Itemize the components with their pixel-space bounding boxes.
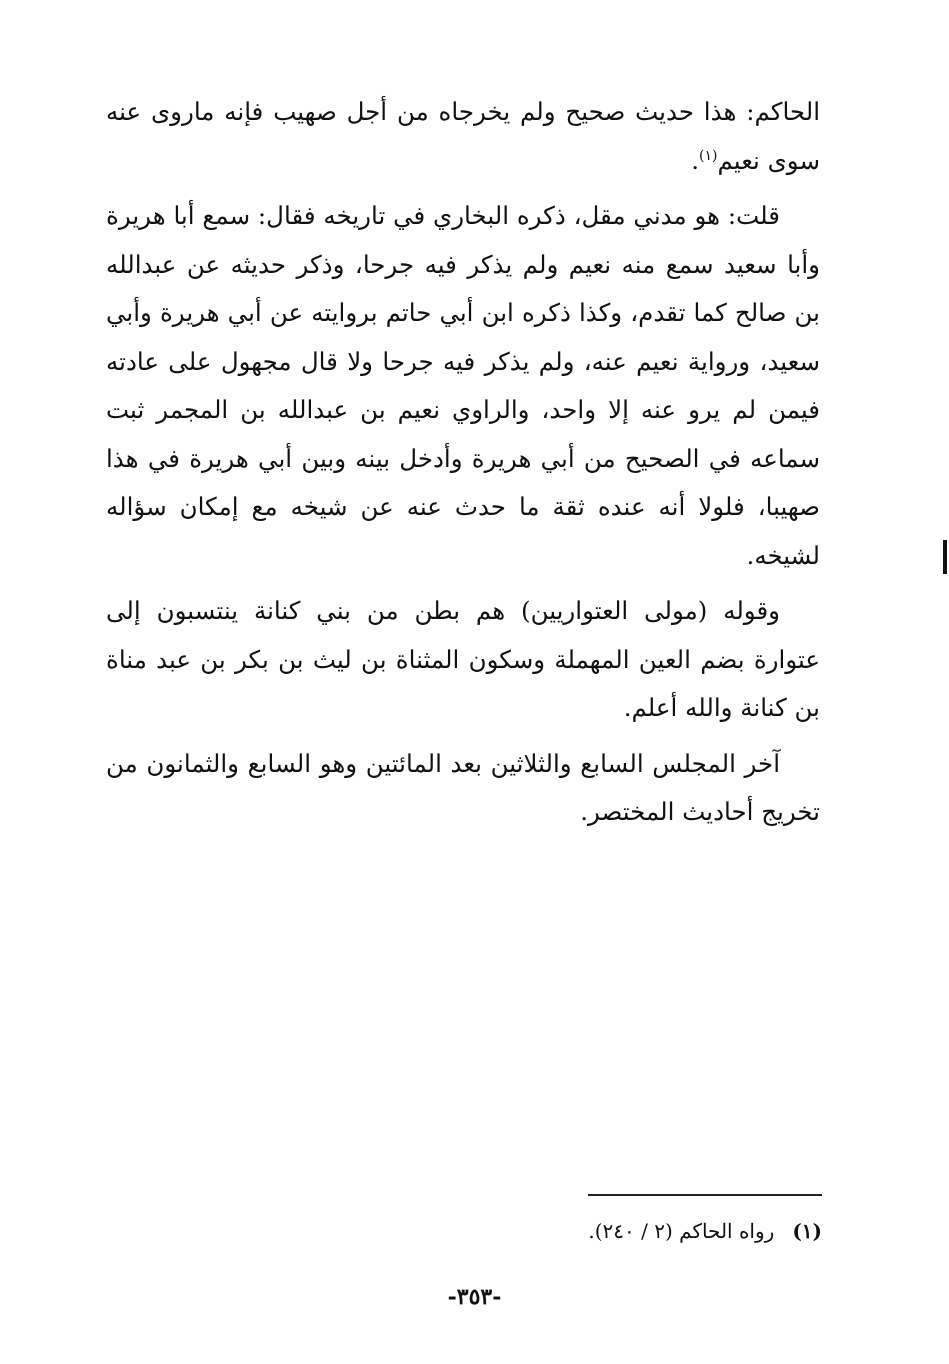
paragraph-1-tail: . bbox=[691, 145, 700, 175]
paragraph-1 bbox=[106, 88, 820, 185]
footnote-reference: (١) bbox=[699, 147, 718, 164]
page-number: -٣٥٣- bbox=[447, 1284, 502, 1310]
margin-mark bbox=[943, 540, 947, 574]
paragraph-1-text: الحاكم: هذا حديث صحيح ولم يخرجاه من أجل صهيب فإنه ماروى عنه سوى نعيم bbox=[106, 97, 820, 175]
footnote bbox=[420, 1213, 822, 1249]
paragraph-2: قلت: هو مدني مقل، ذكره البخاري في تاريخه فقال: سمع أبا هريرة وأبا سعيد سمع منه نعيم ولم يذكر فيه جرحا، وذكر حديثه عن عبدالله بن صالح كما تقدم، وكذا ذكره ابن أبي حاتم بروايته عن أبي هريرة وأبي سعيد، ورواية نعيم عنه، ولم يذكر فيه جرحا ولا قال مجهول على عادته فيمن لم يرو عنه إلا واحد، والراوي نعيم بن عبدالله بن المجمر ثبت سماعه في الصحيح من أبي هريرة وأدخل بينه وبين أبي هريرة في هذا صهيبا، فلولا أنه عنده ثقة ما حدث عنه عن شيخه مع إمكان سؤاله لشيخه. bbox=[106, 201, 820, 570]
footnote-text: رواه الحاكم (٢ / ٢٤٠). bbox=[588, 1219, 775, 1243]
paragraph-4: آخر المجلس السابع والثلاثين بعد المائتين وهو السابع والثمانون من تخريج أحاديث المختصر. bbox=[106, 748, 820, 826]
main-text-block bbox=[106, 88, 820, 844]
footnote-separator bbox=[588, 1194, 822, 1196]
paragraph-3: وقوله (مولى العتواريين) هم بطن من بني كنانة ينتسبون إلى عتوارة بضم العين المهملة وسكون المثناة بن ليث بن بكر بن عبد مناة بن كنانة والله أعلم. bbox=[106, 596, 820, 722]
footnote-number: (١) bbox=[792, 1219, 822, 1243]
